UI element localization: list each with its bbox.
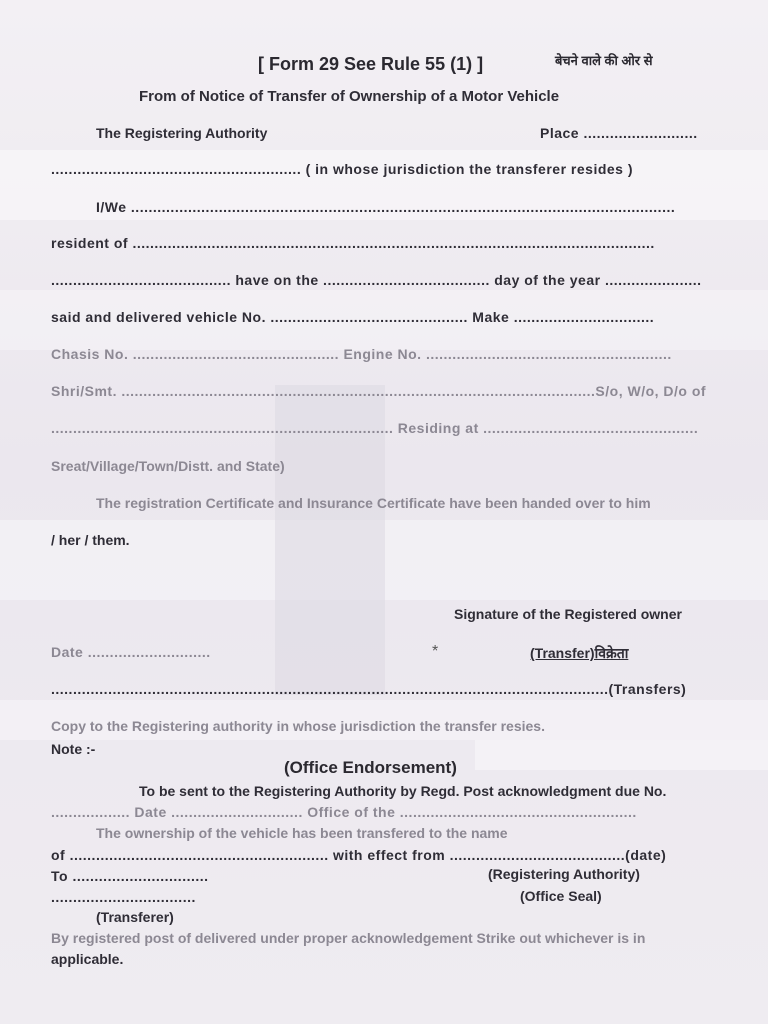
registration-certificate-line-2: / her / them.: [51, 532, 130, 548]
to-field: To ...............................: [51, 868, 209, 884]
form-subtitle: From of Notice of Transfer of Ownership of a Motor Vehicle: [139, 88, 560, 105]
chasis-engine-line: Chasis No. ............................................... Engine No. ........................................................: [51, 346, 672, 362]
street-state-line: Sreat/Village/Town/Distt. and State): [51, 458, 285, 474]
resident-of-field: resident of .......................................................................................................................: [51, 235, 655, 251]
note-label: Note :-: [51, 741, 96, 757]
registration-certificate-line: The registration Certificate and Insurance Certificate have been handed over to him: [96, 495, 651, 511]
registered-owner-signature-label: Signature of the Registered owner: [454, 606, 682, 622]
hindi-label: बेचने वाले की ओर से: [555, 53, 653, 68]
jurisdiction-line: ......................................................... ( in whose jurisdiction the transferer resides ): [51, 161, 634, 177]
footer-line-2: applicable.: [51, 951, 124, 967]
star-mark: *: [432, 643, 439, 660]
office-line-3: The ownership of the vehicle has been transfered to the name: [96, 825, 508, 841]
transfers-line: ...............................................................................................................................(Transfers): [51, 681, 687, 697]
i-we-field: I/We ............................................................................................................................: [96, 199, 676, 215]
form-title: [ Form 29 See Rule 55 (1) ]: [258, 54, 484, 74]
registering-authority-label: The Registering Authority: [96, 125, 268, 141]
said-delivered-line: said and delivered vehicle No. ............................................. Make ................................: [51, 309, 655, 325]
date-field: Date ............................: [51, 644, 211, 660]
place-field: Place ..........................: [540, 125, 698, 141]
have-on-the-line: ......................................... have on the ...................................... day of the year ......................: [51, 272, 702, 288]
residing-at-line: .............................................................................. Residing at .................................................: [51, 420, 699, 436]
transferer-label: (Transferer): [96, 909, 174, 925]
transfer-label: (Transfer)विक्रेता: [530, 645, 629, 661]
copy-to-line: Copy to the Registering authority in whose jurisdiction the transfer resies.: [51, 718, 545, 734]
office-seal-label: (Office Seal): [520, 888, 602, 904]
office-line-4: of ........................................................... with effect from ........................................(date): [51, 847, 667, 863]
paper-stain: [475, 740, 768, 770]
office-endorsement-title: (Office Endorsement): [284, 758, 457, 777]
shri-smt-line: Shri/Smt. ............................................................................................................S/o, W/o, D/o of: [51, 383, 707, 399]
footer-line-1: By registered post of delivered under proper acknowledgement Strike out whichever is in: [51, 930, 646, 946]
registering-authority-sign: (Registering Authority): [488, 866, 640, 882]
blank-line: .................................: [51, 889, 196, 905]
office-line-2: .................. Date .............................. Office of the ......................................................: [51, 804, 637, 820]
office-line-1: To be sent to the Registering Authority by Regd. Post acknowledgment due No.: [139, 783, 667, 799]
